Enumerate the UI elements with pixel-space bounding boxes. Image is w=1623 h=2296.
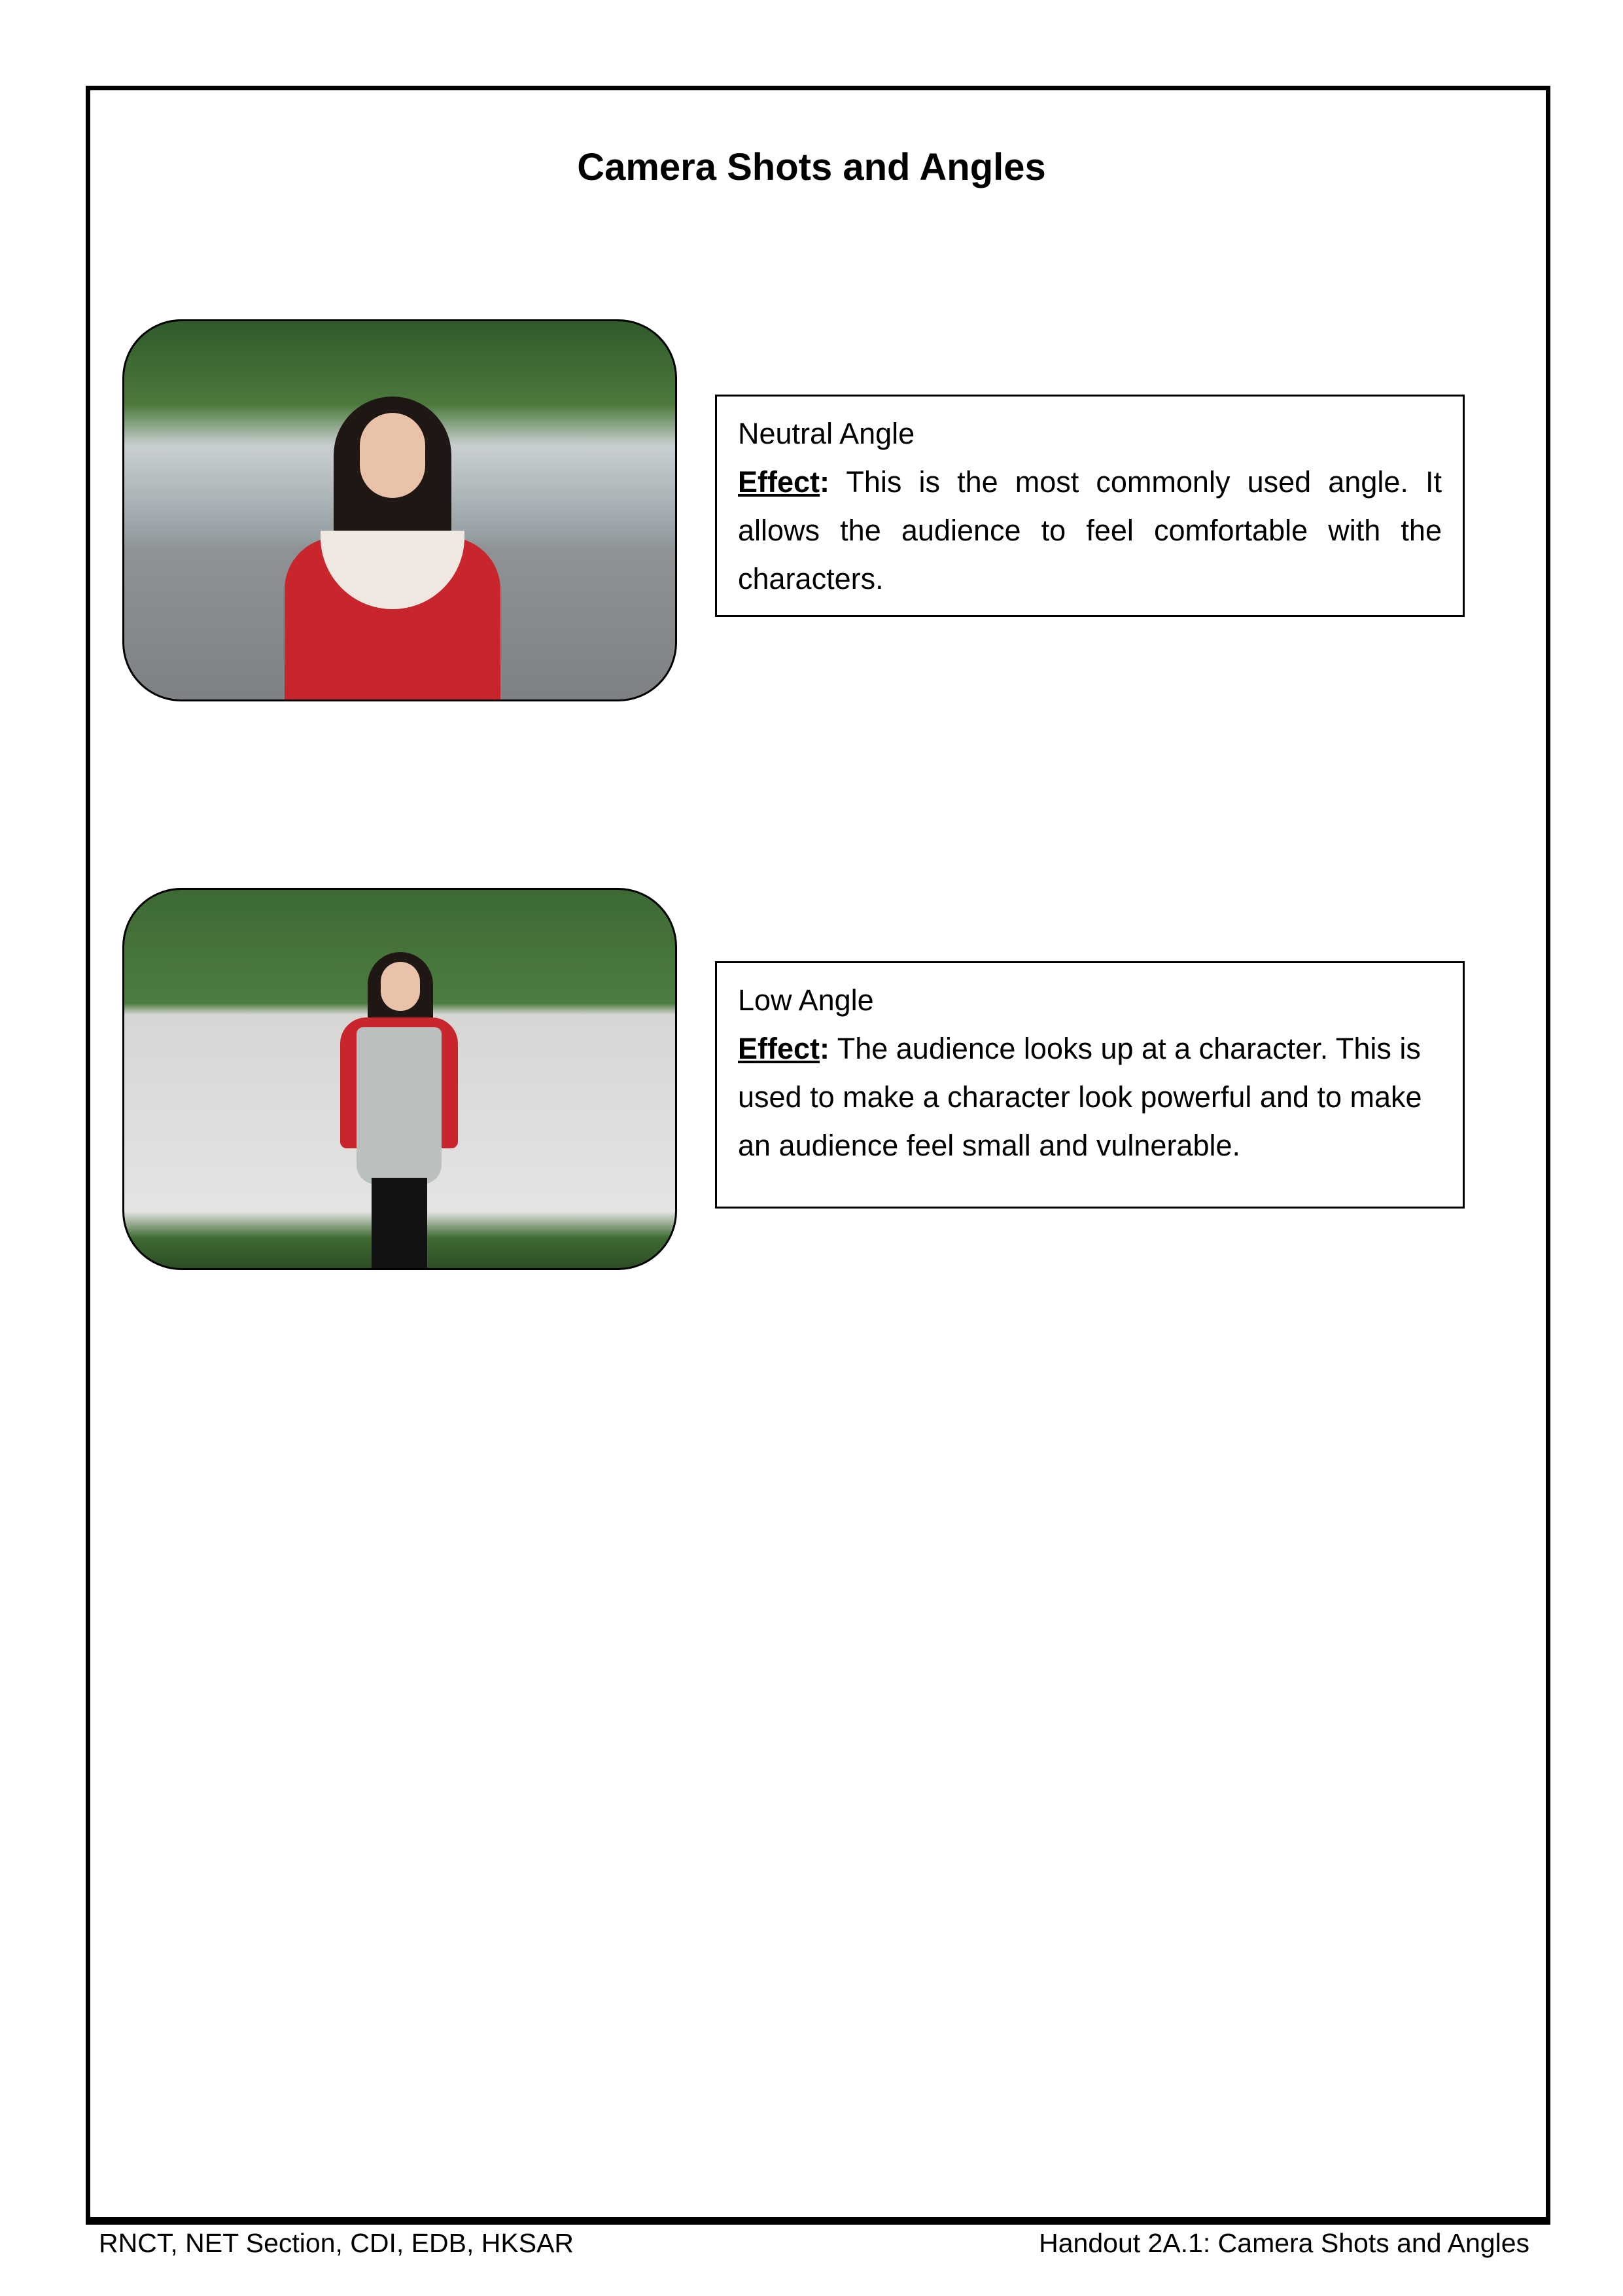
effect-text: This is the most commonly used angle. It allows the audience to feel comfortable with the characters. — [738, 465, 1442, 595]
page-title: Camera Shots and Angles — [577, 146, 1046, 188]
effect-text: The audience looks up at a character. This is used to make a character look powerful and to make an audience feel small and vulnerable. — [738, 1032, 1422, 1162]
footer-right: Handout 2A.1: Camera Shots and Angles — [1039, 2228, 1529, 2258]
section-heading: Neutral Angle — [738, 417, 915, 450]
neutral-angle-box — [715, 395, 1465, 617]
low-angle-photo — [122, 888, 677, 1270]
section-heading: Low Angle — [738, 983, 874, 1017]
low-angle-box — [715, 961, 1465, 1209]
footer-left: RNCT, NET Section, CDI, EDB, HKSAR — [99, 2228, 574, 2258]
effect-label: Effect — [738, 465, 820, 499]
section-effect: Effect: This is the most commonly used angle. It allows the audience to feel comfortable with the characters. — [738, 465, 1442, 595]
effect-label: Effect — [738, 1032, 820, 1065]
section-effect: Effect: The audience looks up at a character. This is used to make a character look powerful and to make an audience feel small and vulnerable. — [738, 1032, 1422, 1162]
neutral-angle-photo — [122, 319, 677, 701]
